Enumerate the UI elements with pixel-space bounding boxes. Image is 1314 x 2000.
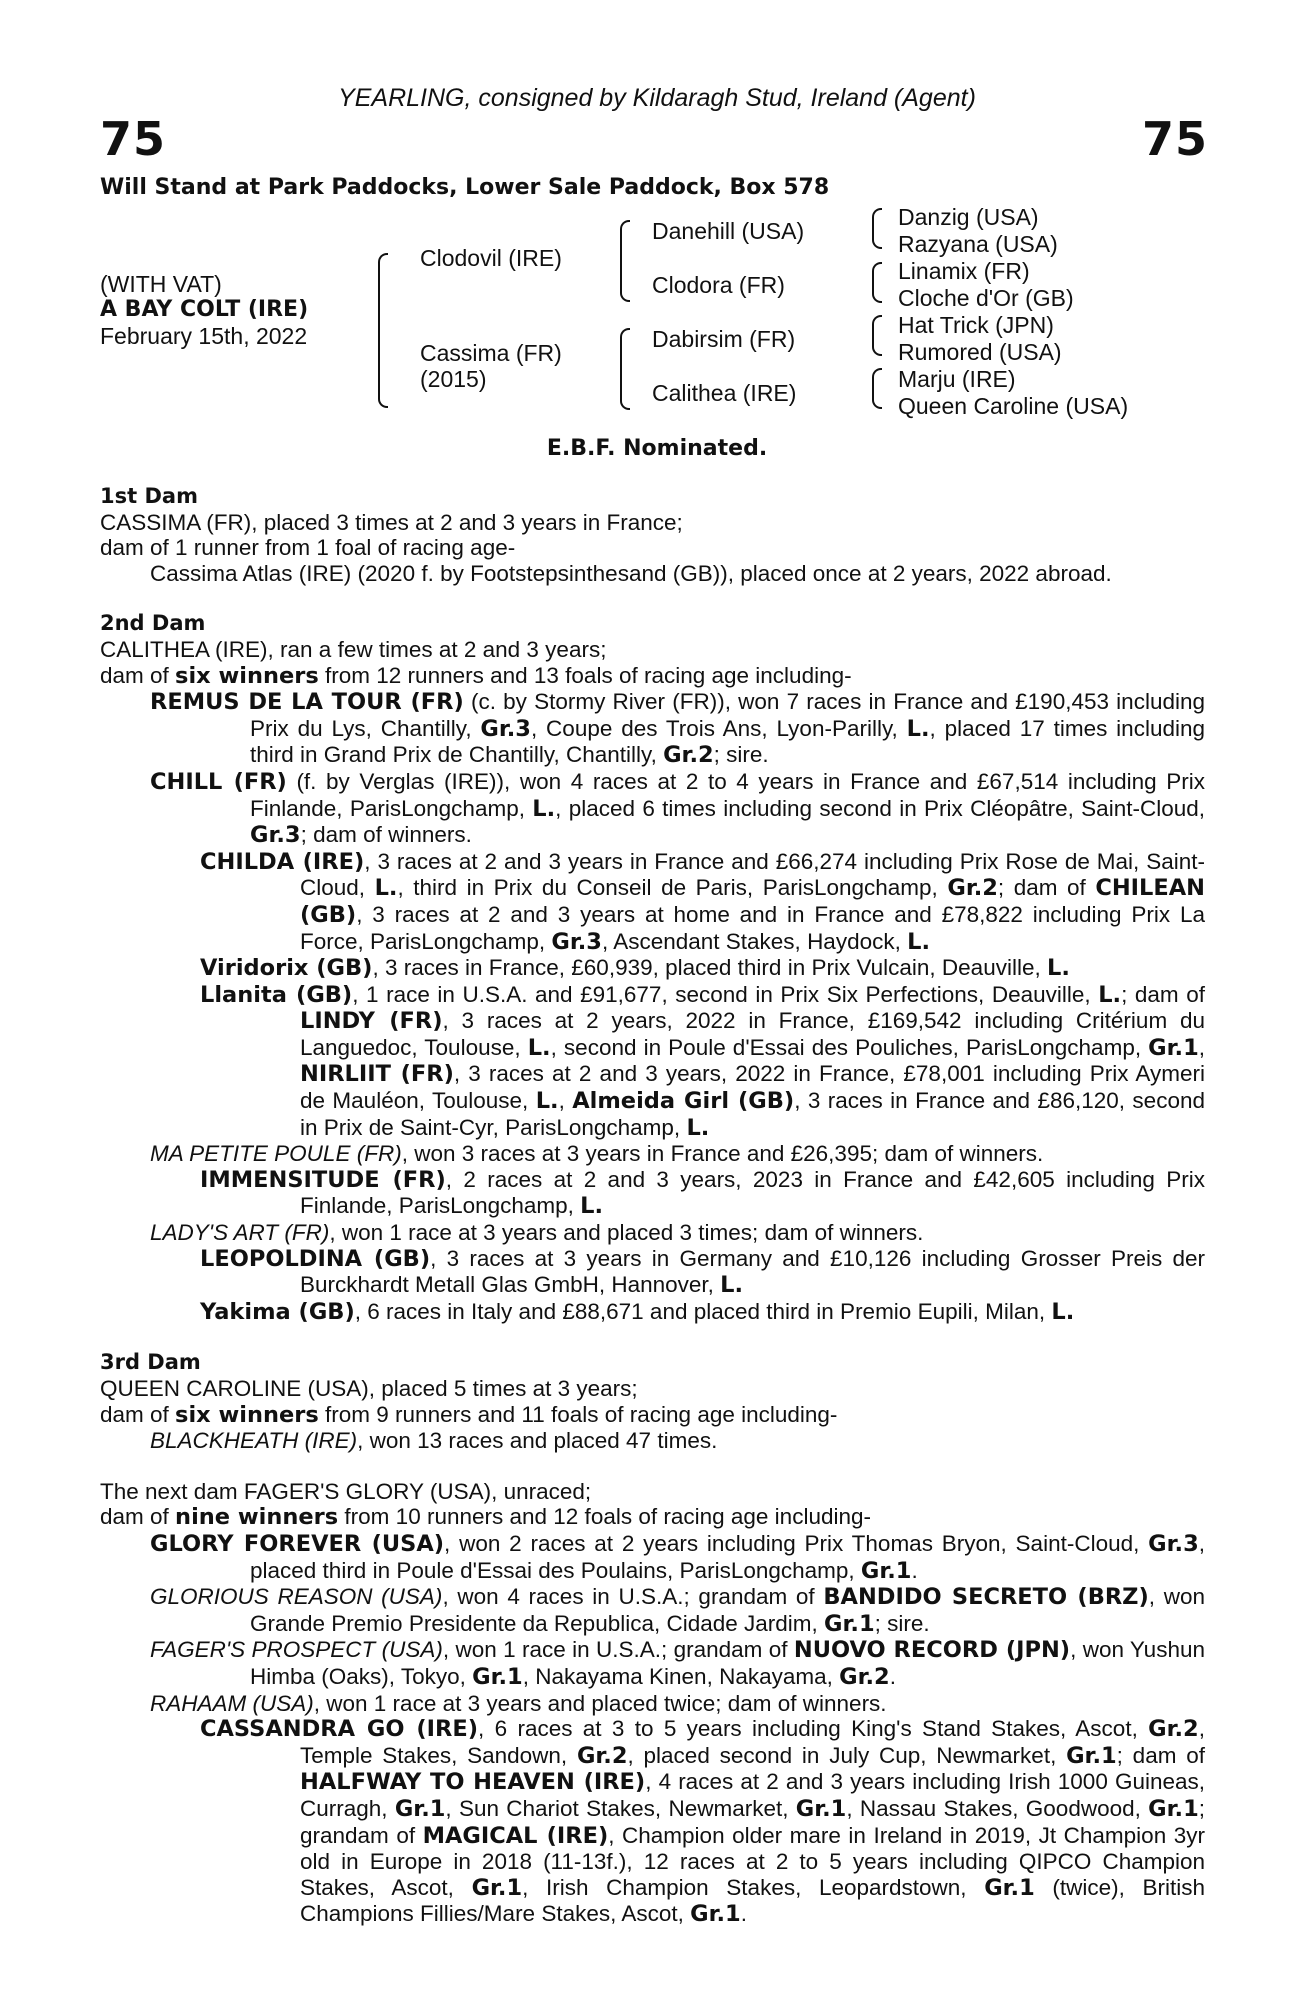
dam-heading: 1st Dam xyxy=(100,484,198,508)
pedigree-gg-6: Rumored (USA) xyxy=(898,339,1062,365)
vat-note: (WITH VAT) xyxy=(100,271,222,297)
dam-line: The next dam FAGER'S GLORY (USA), unraced; xyxy=(100,1478,592,1504)
pedigree-brace-sire xyxy=(620,220,630,302)
pedigree-gg-3: Linamix (FR) xyxy=(898,258,1030,284)
pedigree-gg-5: Hat Trick (JPN) xyxy=(898,312,1054,338)
pedigree-gg-7: Marju (IRE) xyxy=(898,366,1016,392)
pedigree-sire-sire: Danehill (USA) xyxy=(652,218,805,244)
foaling-date: February 15th, 2022 xyxy=(100,323,308,349)
pedigree-dam-year: (2015) xyxy=(420,366,487,392)
ebf-nomination: E.B.F. Nominated. xyxy=(546,436,768,461)
progeny-entry: CHILL (FR) (f. by Verglas (IRE)), won 4 races at 2 to 4 years in France and £67,514 including Prix Finlande, ParisLongchamp, L., placed 6 times including second in Prix Cléopâtre, Saint-Cloud, Gr.3; dam of winners. xyxy=(150,768,1205,849)
pedigree-gg-4: Cloche d'Or (GB) xyxy=(898,285,1074,311)
pedigree-brace-g3 xyxy=(872,315,882,356)
progeny-entry: IMMENSITUDE (FR), 2 races at 2 and 3 years, 2023 in France and £42,605 including Prix Finlande, ParisLongchamp, L. xyxy=(200,1166,1205,1220)
dam-line: dam of six winners from 12 runners and 13 foals of racing age including- xyxy=(100,662,852,689)
pedigree-brace-g2 xyxy=(872,262,882,303)
pedigree-brace-g1 xyxy=(872,208,882,249)
progeny-entry: BLACKHEATH (IRE), won 13 races and placed 47 times. xyxy=(150,1428,718,1454)
progeny-entry: FAGER'S PROSPECT (USA), won 1 race in U.S.A.; grandam of NUOVO RECORD (JPN), won Yushun Himba (Oaks), Tokyo, Gr.1, Nakayama Kinen, Nakayama, Gr.2. xyxy=(150,1637,1205,1690)
pedigree-gg-8: Queen Caroline (USA) xyxy=(898,393,1129,419)
section-gap xyxy=(100,1325,1205,1350)
progeny-entry: REMUS DE LA TOUR (FR) (c. by Stormy River (FR)), won 7 races in France and £190,453 including Prix du Lys, Chantilly, Gr.3, Coupe des Trois Ans, Lyon-Parilly, L., placed 17 times including third in Grand Prix de Chantilly, Chantilly, Gr.2; sire. xyxy=(150,689,1205,769)
progeny-entry: MA PETITE POULE (FR), won 3 races at 3 years in France and £26,395; dam of winners. xyxy=(150,1141,1044,1167)
pedigree-sire: Clodovil (IRE) xyxy=(420,245,562,271)
section-gap xyxy=(100,586,1205,611)
dam-line: dam of six winners from 9 runners and 11 foals of racing age including- xyxy=(100,1401,838,1428)
section-gap xyxy=(100,1454,1205,1479)
pedigree-brace-main xyxy=(378,253,388,408)
pedigree-dam-dam: Calithea (IRE) xyxy=(652,380,797,406)
progeny-entry: Cassima Atlas (IRE) (2020 f. by Footstepsinthesand (GB)), placed once at 2 years, 2022 abroad. xyxy=(150,560,1112,586)
progeny-entry: GLORY FOREVER (USA), won 2 races at 2 years including Prix Thomas Bryon, Saint-Cloud, Gr.3, placed third in Poule d'Essai des Poulains, ParisLongchamp, Gr.1. xyxy=(150,1530,1205,1584)
dam-line: dam of 1 runner from 1 foal of racing age- xyxy=(100,535,516,561)
progeny-entry: Yakima (GB), 6 races in Italy and £88,671 and placed third in Premio Eupili, Milan, L. xyxy=(200,1298,1075,1325)
pedigree-brace-dam xyxy=(620,328,630,410)
progeny-entry: CASSANDRA GO (IRE), 6 races at 3 to 5 years including King's Stand Stakes, Ascot, Gr.2, Temple Stakes, Sandown, Gr.2, placed second in July Cup, Newmarket, Gr.1; dam of HALFWAY TO HEAVEN (IRE), 4 races at 2 and 3 years including Irish 1000 Guineas, Curragh, Gr.1, Sun Chariot Stakes, Newmarket, Gr.1, Nassau Stakes, Goodwood, Gr.1; grandam of MAGICAL (IRE), Champion older mare in Ireland in 2019, Jt Champion 3yr old in Europe in 2018 (11-13f.), 12 races at 2 to 5 years including QIPCO Champion Stakes, Ascot, Gr.1, Irish Champion Stakes, Leopardstown, Gr.1 (twice), British Champions Fillies/Mare Stakes, Ascot, Gr.1. xyxy=(200,1716,1205,1928)
dam-heading: 2nd Dam xyxy=(100,611,206,636)
lot-number-right: 75 xyxy=(1141,112,1208,166)
dam-line: CASSIMA (FR), placed 3 times at 2 and 3 years in France; xyxy=(100,509,683,535)
dam-line: QUEEN CAROLINE (USA), placed 5 times at 3 years; xyxy=(100,1376,638,1401)
dam-line: dam of nine winners from 10 runners and 12 foals of racing age including- xyxy=(100,1504,871,1531)
consignment-line: YEARLING, consigned by Kildaragh Stud, Ireland (Agent) xyxy=(338,84,976,112)
stand-location: Will Stand at Park Paddocks, Lower Sale Paddock, Box 578 xyxy=(100,175,830,200)
pedigree-sire-dam: Clodora (FR) xyxy=(652,272,785,298)
pedigree-dam: Cassima (FR) xyxy=(420,340,562,366)
progeny-entry: CHILDA (IRE), 3 races at 2 and 3 years in France and £66,274 including Prix Rose de Mai, Saint-Cloud, L., third in Prix du Conseil de Paris, ParisLongchamp, Gr.2; dam of CHILEAN (GB), 3 races at 2 and 3 years at home and in France and £78,822 including Prix La Force, ParisLongchamp, Gr.3, Ascendant Stakes, Haydock, L. xyxy=(200,848,1206,955)
dam-heading: 3rd Dam xyxy=(100,1350,201,1375)
family-details xyxy=(100,484,1205,1928)
lot-number-left: 75 xyxy=(100,112,167,166)
pedigree-gg-2: Razyana (USA) xyxy=(898,231,1058,257)
progeny-entry: RAHAAM (USA), won 1 race at 3 years and placed twice; dam of winners. xyxy=(150,1690,887,1716)
progeny-entry: Viridorix (GB), 3 races in France, £60,939, placed third in Prix Vulcain, Deauville, L. xyxy=(200,955,1070,982)
progeny-entry: GLORIOUS REASON (USA), won 4 races in U.S.A.; grandam of BANDIDO SECRETO (BRZ), won Grande Premio Presidente da Republica, Cidade Jardim, Gr.1; sire. xyxy=(150,1584,1205,1637)
progeny-entry: LEOPOLDINA (GB), 3 races at 3 years in Germany and £10,126 including Grosser Preis der Burckhardt Metall Glas GmbH, Hannover, L. xyxy=(200,1245,1205,1299)
progeny-entry: Llanita (GB), 1 race in U.S.A. and £91,677, second in Prix Six Perfections, Deauville, L.; dam of LINDY (FR), 3 races at 2 years, 2022 in France, £169,542 including Critérium du Languedoc, Toulouse, L., second in Poule d'Essai des Pouliches, ParisLongchamp, Gr.1, NIRLIIT (FR), 3 races at 2 and 3 years, 2022 in France, £78,001 including Prix Aymeri de Mauléon, Toulouse, L., Almeida Girl (GB), 3 races in France and £86,120, second in Prix de Saint-Cyr, ParisLongchamp, L. xyxy=(200,981,1205,1141)
lot-title: A BAY COLT (IRE) xyxy=(100,297,309,322)
pedigree-gg-1: Danzig (USA) xyxy=(898,204,1039,230)
dam-line: CALITHEA (IRE), ran a few times at 2 and 3 years; xyxy=(100,636,607,662)
pedigree-brace-g4 xyxy=(872,368,882,409)
pedigree-dam-sire: Dabirsim (FR) xyxy=(652,326,796,352)
progeny-entry: LADY'S ART (FR), won 1 race at 3 years and placed 3 times; dam of winners. xyxy=(150,1220,924,1246)
